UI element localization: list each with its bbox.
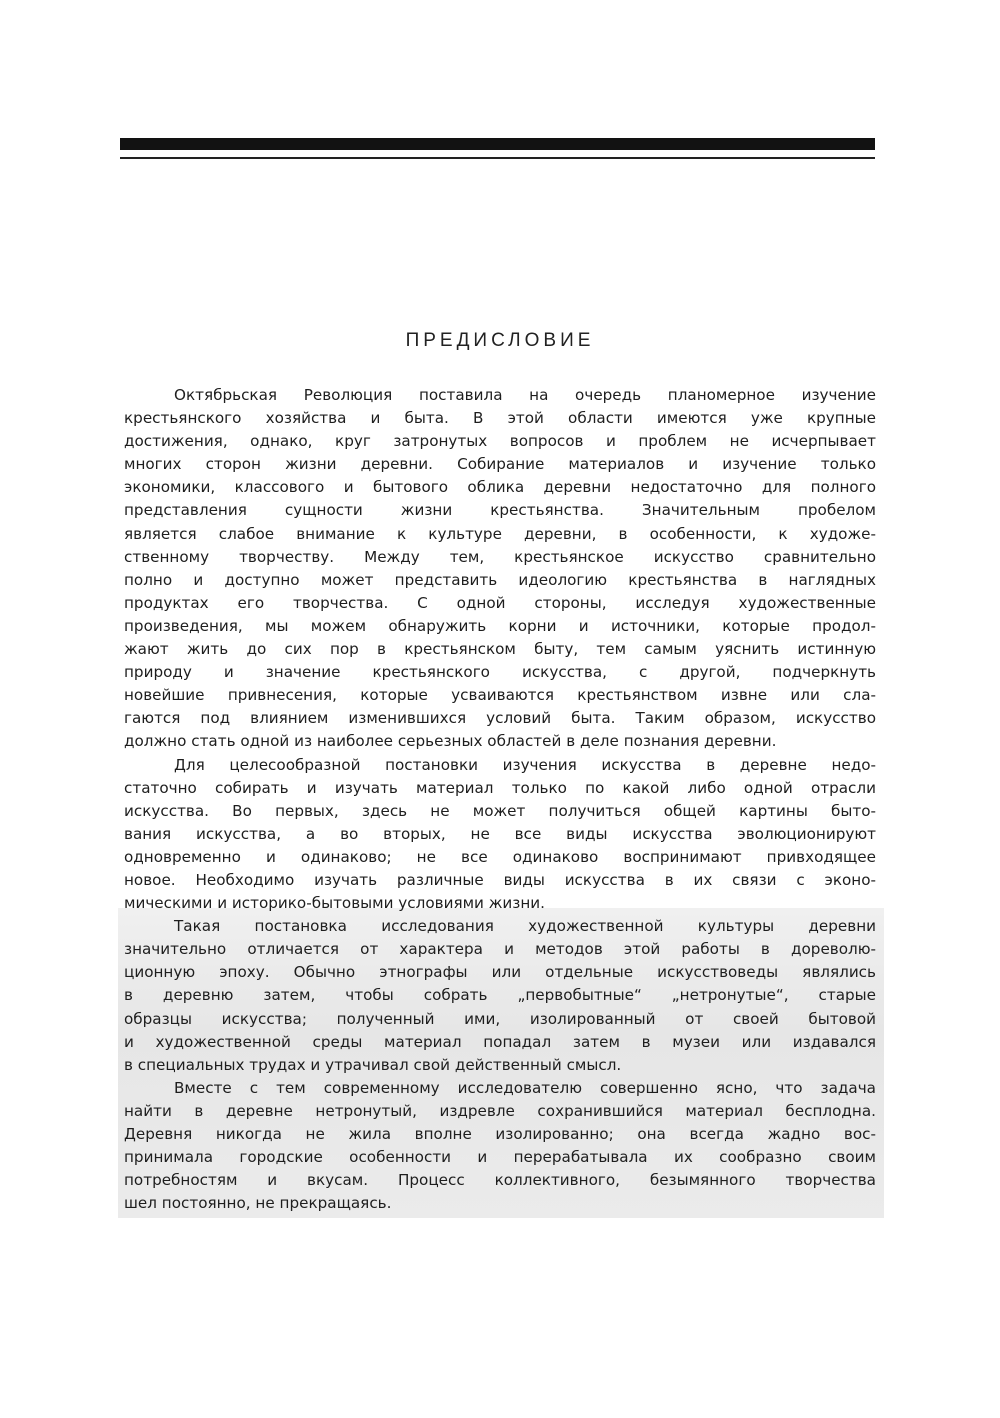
text-line: новейшие привнесения, которые усваиваются крестьянством извне или сла- <box>124 686 876 705</box>
text-line: гаются под влиянием изменившихся условий быта. Таким образом, искусство <box>124 709 876 728</box>
text-line: многих сторон жизни деревни. Собирание материалов и изучение только <box>124 455 876 474</box>
text-line: значительно отличается от характера и методов этой работы в дореволю- <box>124 940 876 959</box>
text-line: образцы искусства; полученный ими, изолированный от своей бытовой <box>124 1009 876 1028</box>
text-line: искусства. Во первых, здесь не может получиться общей картины быто- <box>124 801 876 820</box>
text-line: принимала городские особенности и перерабатывала их сообразно своим <box>124 1148 876 1167</box>
text-line: шел постоянно, не прекращаясь. <box>124 1194 392 1213</box>
text-line: новое. Необходимо изучать различные виды искусства в их связи с эконо- <box>124 870 876 889</box>
text-line: ственному творчеству. Между тем, крестьянское искусство сравнительно <box>124 547 876 566</box>
header-rule-thin <box>120 157 875 159</box>
text-line: Деревня никогда не жила вполне изолированно; она всегда жадно вос- <box>124 1125 876 1143</box>
text-line: найти в деревне нетронутый, издревле сохранившийся материал бесплодна. <box>124 1101 876 1120</box>
text-line: произведения, мы можем обнаружить корни и источники, которые продол- <box>124 616 876 635</box>
text-line: жают жить до сих пор в крестьянском быту, тем самым уяснить истинную <box>124 640 876 659</box>
text-line: ционную эпоху. Обычно этнографы или отдельные искусствоведы являлись <box>124 963 876 982</box>
text-line: мическими и историко-бытовыми условиями жизни. <box>124 894 546 913</box>
text-line: крестьянского хозяйства и быта. В этой области имеются уже крупные <box>124 409 876 428</box>
paragraph-1 <box>124 384 876 754</box>
paragraph-4 <box>124 1077 876 1216</box>
text-line: статочно собирать и изучать материал только по какой либо одной отрасли <box>124 778 876 797</box>
text-line: природу и значение крестьянского искусства, с другой, подчеркнуть <box>124 663 876 682</box>
text-line: в специальных трудах и утрачивал свой действенный смысл. <box>124 1055 622 1074</box>
paragraph-3 <box>124 915 876 1077</box>
paragraph-2 <box>124 754 876 916</box>
text-line: вания искусства, а во вторых, не все виды искусства эволюционируют <box>124 824 876 843</box>
preface-text <box>124 384 876 1215</box>
text-line: полно и доступно может представить идеологию крестьянства в наглядных <box>124 570 876 589</box>
text-line: Вместе с тем современному исследователю совершенно ясно, что задача <box>174 1078 876 1097</box>
text-line: Октябрьская Революция поставила на очередь планомерное изучение <box>174 386 876 404</box>
text-line: Для целесообразной постановки изучения искусства в деревне недо- <box>174 755 876 774</box>
text-line: экономики, классового и бытового облика деревни недостаточно для полного <box>124 478 876 497</box>
text-line: одновременно и одинаково; не все одинаково воспринимают привходящее <box>124 847 876 866</box>
text-line: в деревню затем, чтобы собрать „первобытные“ „нетронутые“, старые <box>124 986 876 1005</box>
text-line: представления сущности жизни крестьянства. Значительным пробелом <box>124 501 876 520</box>
text-line: потребностям и вкусам. Процесс коллективного, безымянного творчества <box>124 1171 876 1190</box>
header-rule-thick <box>120 138 875 150</box>
text-line: достижения, однако, круг затронутых вопросов и проблем не исчерпывает <box>124 432 876 451</box>
text-line: Такая постановка исследования художественной культуры деревни <box>174 917 876 936</box>
text-line: должно стать одной из наиболее серьезных областей в деле познания деревни. <box>124 732 777 751</box>
page-title: ПРЕДИСЛОВИЕ <box>405 330 595 351</box>
text-line: является слабое внимание к культуре деревни, в особенности, к художе- <box>124 524 876 543</box>
text-line: и художественной среды материал попадал затем в музеи или издавался <box>124 1032 876 1051</box>
text-line: продуктах его творчества. С одной стороны, исследуя художественные <box>124 593 876 612</box>
